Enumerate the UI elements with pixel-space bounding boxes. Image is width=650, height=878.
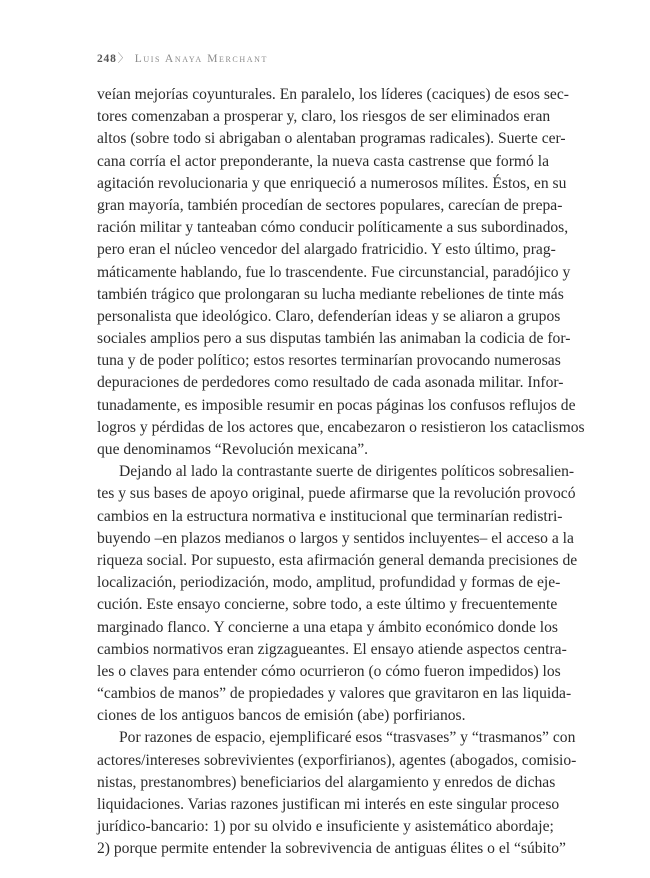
paragraph-2-line: cambios normativos eran zigzagueantes. El ensayo atiende aspectos centra- <box>97 640 567 658</box>
paragraph-1-line: veían mejorías coyunturales. En paralelo, los líderes (caciques) de esos sec- <box>97 86 569 103</box>
paragraph-3-line: liquidaciones. Varias razones justifican mi interés en este singular proceso <box>97 796 560 813</box>
running-header-author: Luis Anaya Merchant <box>134 53 268 65</box>
paragraph-2-line: cambios en la estructura normativa e institucional que terminarían redistri- <box>97 507 563 525</box>
page-number: 248 <box>97 53 117 65</box>
paragraph-2-line: cución. Este ensayo concierne, sobre todo, a este último y frecuentemente <box>97 596 558 614</box>
paragraph-1-line: logros y pérdidas de los actores que, encabezaron o resistieron los cataclismos <box>97 418 585 436</box>
paragraph-1-line: depuraciones de perdedores como resultado de cada asonada militar. Infor- <box>97 374 564 392</box>
paragraph-1-line: personalista que ideológico. Claro, defenderían ideas y se aliaron a grupos <box>97 307 561 325</box>
paragraph-1-line: altos (sobre todo si abrigaban o alentaban programas radicales). Suerte cer- <box>97 130 566 148</box>
paragraph-3-line: jurídico-bancario: 1) por su olvido e insuficiente y asistemático abordaje; <box>97 818 554 836</box>
paragraph-2-line: “cambios de manos” de propiedades y valores que gravitaron en las liquida- <box>97 685 572 703</box>
paragraph-1-line: ración militar y tanteaban cómo conducir políticamente a sus subordinados, <box>97 219 569 237</box>
paragraph-1-line: tunadamente, es imposible resumir en pocas páginas los confusos reflujos de <box>97 396 576 414</box>
paragraph-1-line: pero eran el núcleo vencedor del alargado fratricidio. Y esto último, prag- <box>97 241 556 259</box>
paragraph-1-line: también trágico que prolongaran su lucha mediante rebeliones de tinte más <box>97 285 564 303</box>
paragraph-1-line: tuna y de poder político; estos resortes terminarían provocando numerosas <box>97 352 561 370</box>
header-separator: 〉 <box>117 53 130 65</box>
paragraph-3-line: nistas, prestanombres) beneficiarios del alargamiento y enredos de dichas <box>97 773 556 791</box>
paragraph-2-line: localización, periodización, modo, amplitud, profundidad y formas de eje- <box>97 574 561 592</box>
paragraph-1-line: tores comenzaban a prosperar y, claro, los riesgos de ser eliminados eran <box>97 108 551 126</box>
paragraph-2-line: riqueza social. Por supuesto, esta afirmación general demanda precisiones de <box>97 551 578 569</box>
paragraph-1-line: máticamente hablando, fue lo trascendente. Fue circunstancial, paradójico y <box>97 263 571 281</box>
paragraph-2-line: buyendo –en plazos medianos o largos y sentidos incluyentes– el acceso a la <box>97 529 574 547</box>
paragraph-2-line: les o claves para entender cómo ocurrieron (o cómo fueron impedidos) los <box>97 662 561 680</box>
paragraph-3-line: Por razones de espacio, ejemplificaré esos “trasvases” y “trasmanos” con <box>119 729 576 747</box>
paragraph-1-line: agitación revolucionaria y que enriqueció a numerosos mílites. Éstos, en su <box>97 174 567 192</box>
paragraph-2-line: ciones de los antiguos bancos de emisión (abe) porfirianos. <box>97 707 466 725</box>
paragraph-1-line: gran mayoría, también procedían de sectores populares, carecían de prepa- <box>97 196 563 214</box>
paragraph-2-line: Dejando al lado la contrastante suerte de dirigentes políticos sobresalien- <box>119 463 575 481</box>
body-text <box>97 84 585 861</box>
running-header <box>97 50 268 66</box>
paragraph-2-line: tes y sus bases de apoyo original, puede afirmarse que la revolución provocó <box>97 485 576 503</box>
paragraph-1-line: sociales amplios pero a sus disputas también las animaban la codicia de for- <box>97 330 571 348</box>
paragraph-1-line: que denominamos “Revolución mexicana”. <box>97 441 369 458</box>
paragraph-3-line: actores/intereses sobrevivientes (exporfirianos), agentes (abogados, comisio- <box>97 751 577 769</box>
paragraph-1-line: cana corría el actor preponderante, la nueva casta castrense que formó la <box>97 152 549 170</box>
paragraph-3-line: 2) porque permite entender la sobrevivencia de antiguas élites o el “súbito” <box>97 840 566 858</box>
paragraph-2-line: marginado flanco. Y concierne a una etapa y ámbito económico donde los <box>97 618 559 636</box>
